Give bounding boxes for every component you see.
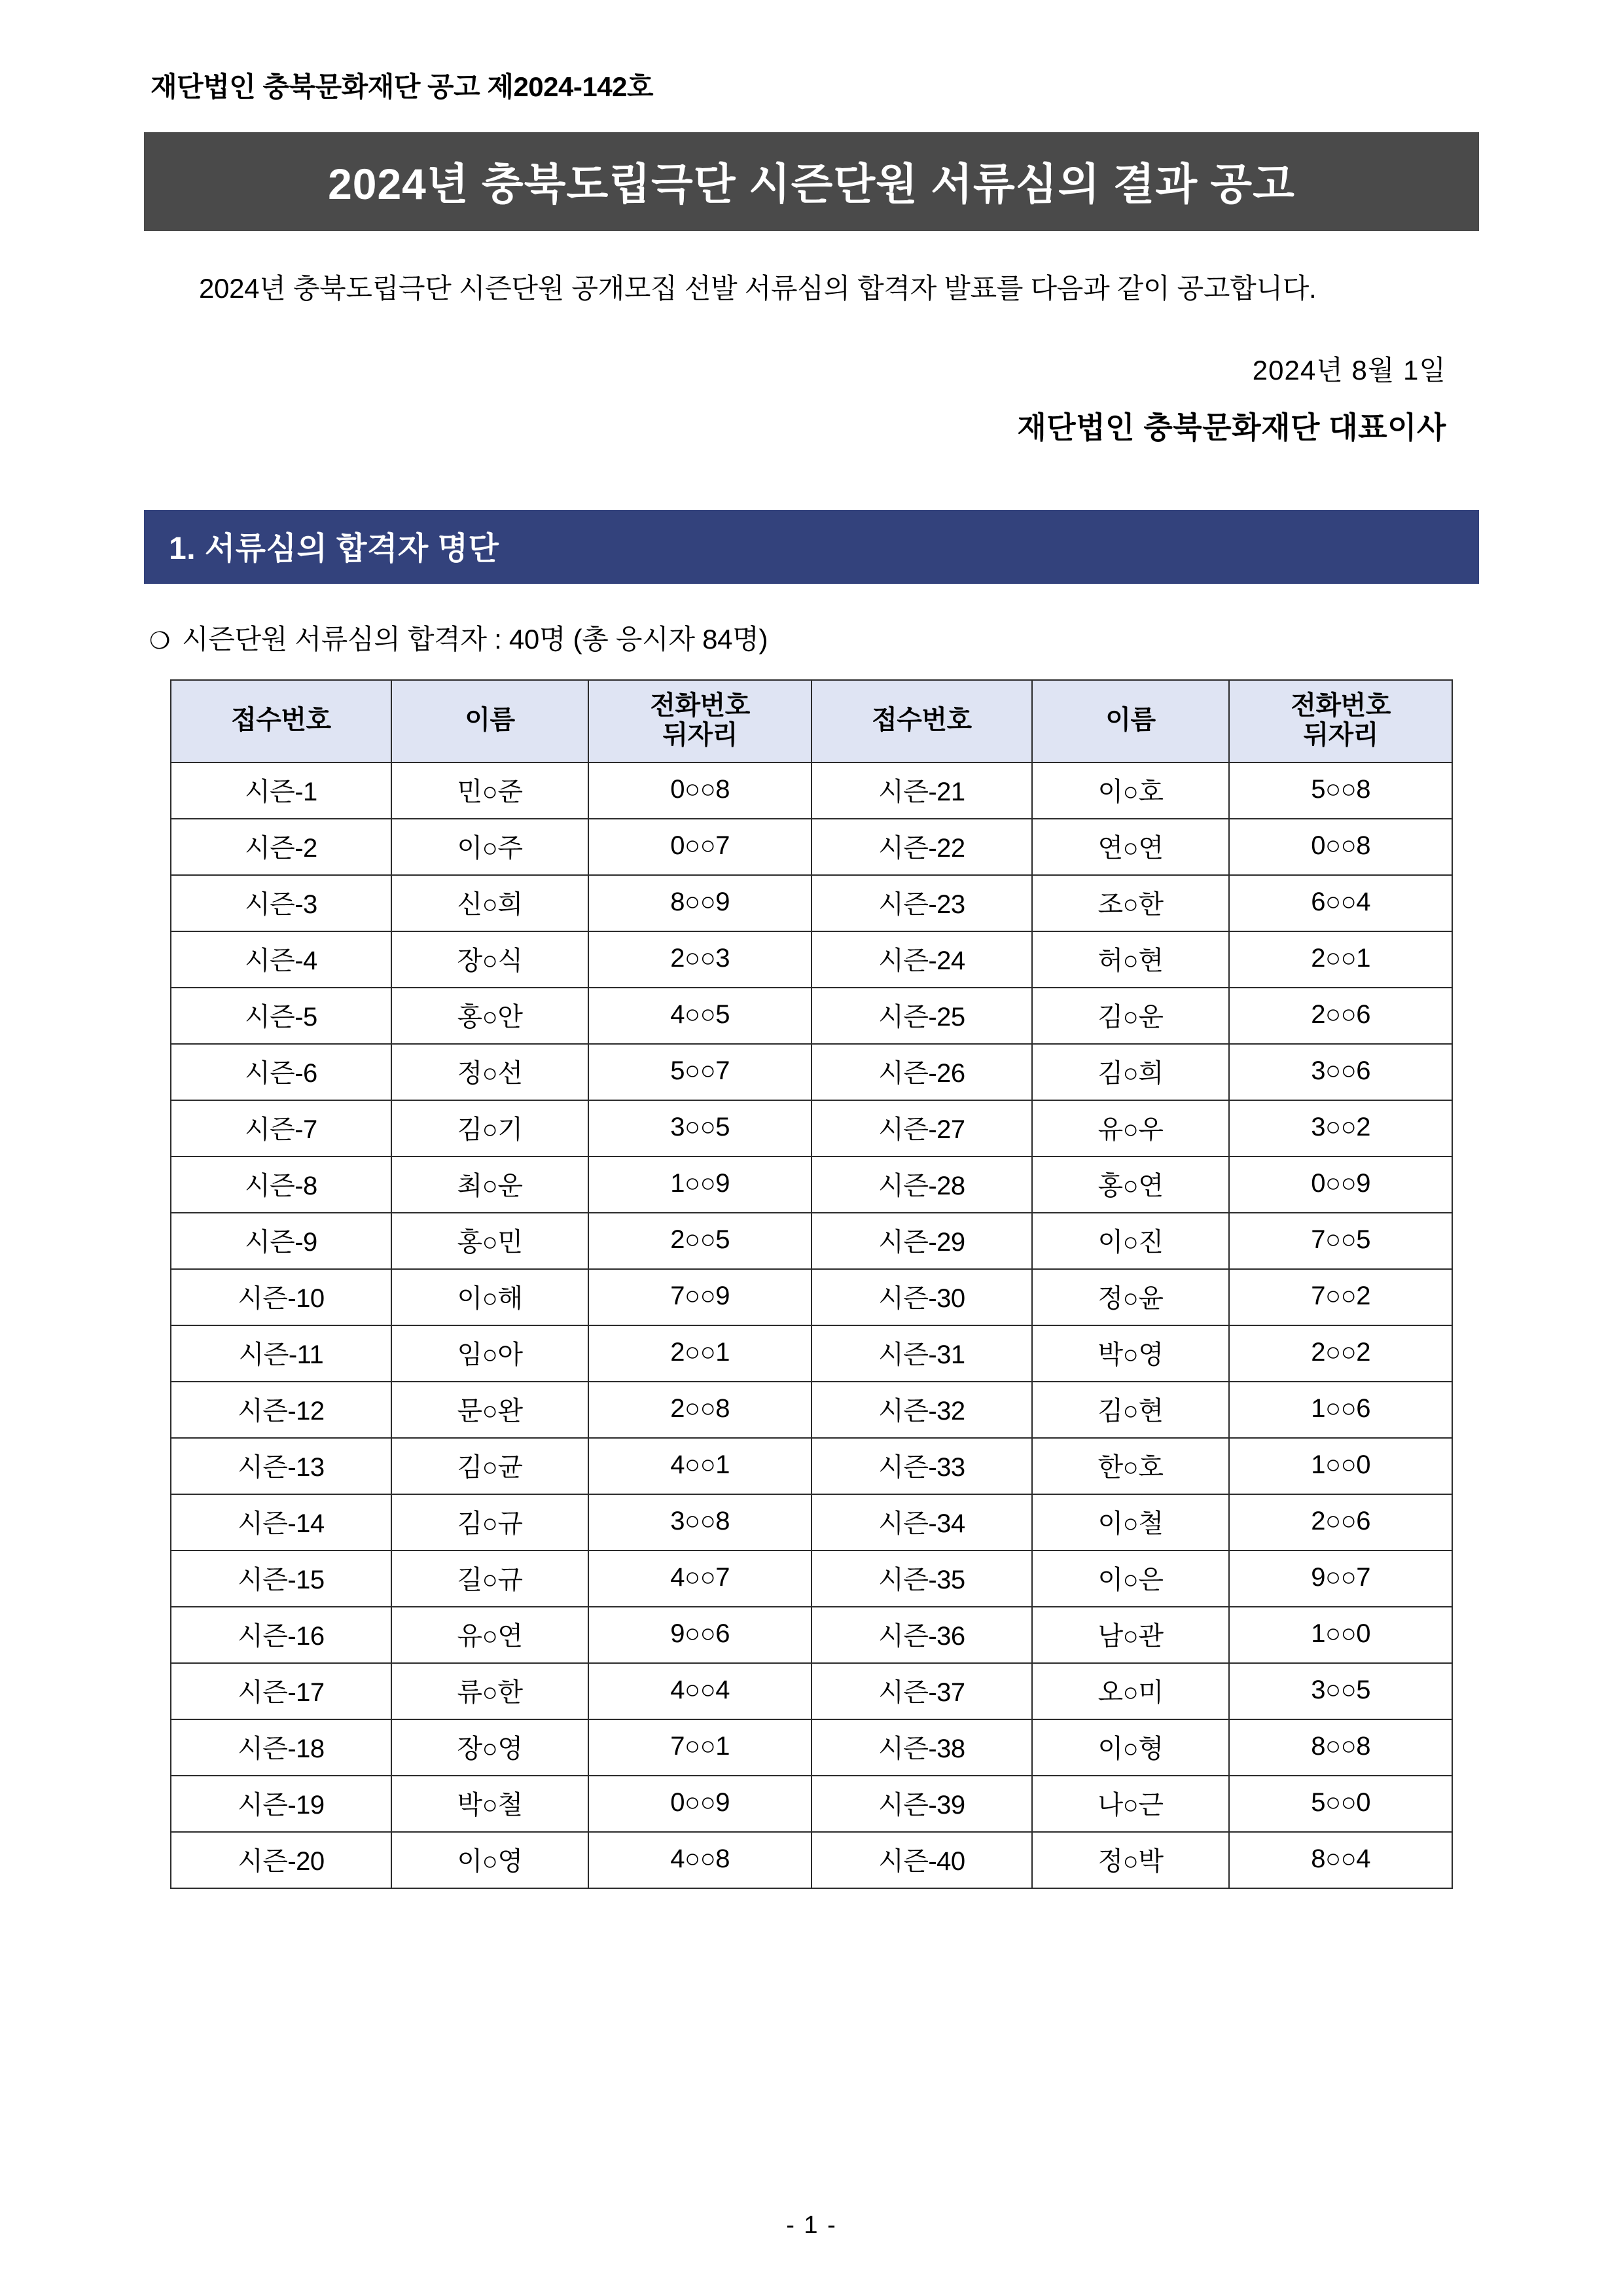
cell-phone-right: 5○○8	[1229, 762, 1452, 819]
cell-name-right: 연○연	[1032, 819, 1230, 875]
cell-phone-left: 4○○4	[588, 1663, 812, 1719]
cell-receipt-no-left: 시즌-10	[171, 1269, 391, 1325]
cell-receipt-no-left: 시즌-7	[171, 1100, 391, 1157]
cell-name-left: 홍○민	[391, 1213, 589, 1269]
cell-receipt-no-right: 시즌-31	[812, 1325, 1032, 1382]
cell-phone-left: 3○○8	[588, 1494, 812, 1551]
cell-name-right: 이○형	[1032, 1719, 1230, 1776]
cell-name-left: 이○해	[391, 1269, 589, 1325]
cell-receipt-no-right: 시즌-27	[812, 1100, 1032, 1157]
cell-phone-left: 7○○1	[588, 1719, 812, 1776]
table-row	[171, 875, 1452, 931]
cell-phone-right: 0○○9	[1229, 1157, 1452, 1213]
table-row	[171, 1494, 1452, 1551]
cell-phone-left: 4○○8	[588, 1832, 812, 1888]
column-header-phone-right	[1229, 680, 1452, 762]
cell-receipt-no-left: 시즌-13	[171, 1438, 391, 1494]
cell-phone-right: 7○○2	[1229, 1269, 1452, 1325]
cell-phone-right: 1○○0	[1229, 1607, 1452, 1663]
cell-receipt-no-left: 시즌-4	[171, 931, 391, 988]
cell-name-right: 박○영	[1032, 1325, 1230, 1382]
cell-phone-left: 8○○9	[588, 875, 812, 931]
table-row	[171, 1438, 1452, 1494]
cell-name-right: 정○박	[1032, 1832, 1230, 1888]
table-header	[171, 680, 1452, 762]
cell-phone-left: 4○○7	[588, 1551, 812, 1607]
cell-name-left: 김○균	[391, 1438, 589, 1494]
table-row	[171, 1325, 1452, 1382]
cell-phone-right: 8○○4	[1229, 1832, 1452, 1888]
cell-name-right: 김○희	[1032, 1044, 1230, 1100]
cell-receipt-no-right: 시즌-33	[812, 1438, 1032, 1494]
cell-name-right: 한○호	[1032, 1438, 1230, 1494]
cell-phone-left: 4○○1	[588, 1438, 812, 1494]
summary-text: 시즌단원 서류심의 합격자 : 40명 (총 응시자 84명)	[181, 624, 768, 655]
table-row	[171, 762, 1452, 819]
table-row	[171, 819, 1452, 875]
cell-receipt-no-right: 시즌-39	[812, 1776, 1032, 1832]
cell-receipt-no-left: 시즌-6	[171, 1044, 391, 1100]
cell-phone-left: 1○○9	[588, 1157, 812, 1213]
cell-receipt-no-left: 시즌-20	[171, 1832, 391, 1888]
cell-receipt-no-right: 시즌-30	[812, 1269, 1032, 1325]
column-header-phone-left-line2: 뒤자리	[662, 720, 738, 749]
cell-receipt-no-right: 시즌-25	[812, 988, 1032, 1044]
cell-phone-right: 7○○5	[1229, 1213, 1452, 1269]
cell-name-left: 이○영	[391, 1832, 589, 1888]
cell-phone-left: 2○○3	[588, 931, 812, 988]
cell-name-right: 남○관	[1032, 1607, 1230, 1663]
cell-receipt-no-right: 시즌-36	[812, 1607, 1032, 1663]
cell-name-left: 유○연	[391, 1607, 589, 1663]
cell-phone-right: 3○○2	[1229, 1100, 1452, 1157]
table-row	[171, 1776, 1452, 1832]
cell-name-left: 류○한	[391, 1663, 589, 1719]
cell-receipt-no-left: 시즌-11	[171, 1325, 391, 1382]
cell-name-right: 이○철	[1032, 1494, 1230, 1551]
cell-receipt-no-left: 시즌-14	[171, 1494, 391, 1551]
cell-name-left: 정○선	[391, 1044, 589, 1100]
cell-receipt-no-right: 시즌-22	[812, 819, 1032, 875]
cell-receipt-no-left: 시즌-2	[171, 819, 391, 875]
cell-receipt-no-left: 시즌-5	[171, 988, 391, 1044]
cell-name-left: 신○희	[391, 875, 589, 931]
cell-phone-left: 0○○7	[588, 819, 812, 875]
table-row	[171, 1719, 1452, 1776]
column-header-receipt-no-right: 접수번호	[812, 680, 1032, 762]
cell-phone-left: 4○○5	[588, 988, 812, 1044]
cell-receipt-no-right: 시즌-32	[812, 1382, 1032, 1438]
cell-name-right: 김○현	[1032, 1382, 1230, 1438]
column-header-phone-left	[588, 680, 812, 762]
column-header-phone-right-line1: 전화번호	[1291, 691, 1391, 721]
cell-name-right: 정○윤	[1032, 1269, 1230, 1325]
cell-name-right: 오○미	[1032, 1663, 1230, 1719]
table-row	[171, 1213, 1452, 1269]
cell-phone-right: 6○○4	[1229, 875, 1452, 931]
cell-name-left: 최○운	[391, 1157, 589, 1213]
cell-name-right: 허○현	[1032, 931, 1230, 988]
cell-receipt-no-right: 시즌-37	[812, 1663, 1032, 1719]
cell-phone-left: 2○○1	[588, 1325, 812, 1382]
cell-receipt-no-left: 시즌-9	[171, 1213, 391, 1269]
cell-phone-right: 2○○1	[1229, 931, 1452, 988]
cell-phone-left: 9○○6	[588, 1607, 812, 1663]
bullet-icon: ❍	[149, 627, 170, 655]
cell-phone-left: 5○○7	[588, 1044, 812, 1100]
cell-phone-right: 8○○8	[1229, 1719, 1452, 1776]
announcement-date: 2024년 8월 1일	[1252, 355, 1446, 386]
cell-name-left: 홍○안	[391, 988, 589, 1044]
passers-table	[170, 679, 1453, 1889]
table-row	[171, 1832, 1452, 1888]
issuing-organization: 재단법인 충북문화재단 대표이사	[1017, 410, 1446, 445]
document-number: 재단법인 충북문화재단 공고 제2024-142호	[151, 71, 654, 102]
cell-receipt-no-left: 시즌-15	[171, 1551, 391, 1607]
table-row	[171, 988, 1452, 1044]
cell-name-left: 박○철	[391, 1776, 589, 1832]
column-header-phone-right-line2: 뒤자리	[1303, 720, 1378, 749]
column-header-receipt-no-left: 접수번호	[171, 680, 391, 762]
cell-name-left: 이○주	[391, 819, 589, 875]
cell-receipt-no-left: 시즌-8	[171, 1157, 391, 1213]
cell-phone-right: 9○○7	[1229, 1551, 1452, 1607]
cell-receipt-no-right: 시즌-21	[812, 762, 1032, 819]
cell-receipt-no-left: 시즌-12	[171, 1382, 391, 1438]
cell-name-right: 이○은	[1032, 1551, 1230, 1607]
cell-receipt-no-right: 시즌-23	[812, 875, 1032, 931]
table-body	[171, 762, 1452, 1888]
cell-receipt-no-right: 시즌-38	[812, 1719, 1032, 1776]
table-row	[171, 1663, 1452, 1719]
summary-line	[149, 618, 1486, 657]
cell-name-left: 문○완	[391, 1382, 589, 1438]
cell-phone-right: 5○○0	[1229, 1776, 1452, 1832]
cell-phone-right: 1○○6	[1229, 1382, 1452, 1438]
column-header-name-right: 이름	[1032, 680, 1230, 762]
cell-receipt-no-left: 시즌-17	[171, 1663, 391, 1719]
cell-receipt-no-right: 시즌-24	[812, 931, 1032, 988]
table-row	[171, 1382, 1452, 1438]
cell-name-right: 이○호	[1032, 762, 1230, 819]
table-row	[171, 1100, 1452, 1157]
cell-phone-right: 3○○6	[1229, 1044, 1452, 1100]
cell-phone-left: 0○○8	[588, 762, 812, 819]
cell-receipt-no-left: 시즌-16	[171, 1607, 391, 1663]
cell-name-right: 유○우	[1032, 1100, 1230, 1157]
cell-name-left: 장○영	[391, 1719, 589, 1776]
column-header-name-left: 이름	[391, 680, 589, 762]
cell-phone-left: 3○○5	[588, 1100, 812, 1157]
cell-phone-right: 2○○6	[1229, 988, 1452, 1044]
cell-receipt-no-left: 시즌-18	[171, 1719, 391, 1776]
table-row	[171, 1607, 1452, 1663]
table-header-row	[171, 680, 1452, 762]
cell-receipt-no-left: 시즌-19	[171, 1776, 391, 1832]
cell-name-right: 조○한	[1032, 875, 1230, 931]
cell-receipt-no-left: 시즌-1	[171, 762, 391, 819]
table-row	[171, 1157, 1452, 1213]
table-row	[171, 931, 1452, 988]
cell-receipt-no-right: 시즌-40	[812, 1832, 1032, 1888]
column-header-phone-left-line1: 전화번호	[650, 691, 750, 721]
cell-receipt-no-right: 시즌-34	[812, 1494, 1032, 1551]
cell-phone-right: 1○○0	[1229, 1438, 1452, 1494]
cell-receipt-no-right: 시즌-35	[812, 1551, 1032, 1607]
cell-name-left: 김○규	[391, 1494, 589, 1551]
cell-receipt-no-right: 시즌-28	[812, 1157, 1032, 1213]
table-row	[171, 1044, 1452, 1100]
document-title: 2024년 충북도립극단 시즌단원 서류심의 결과 공고	[144, 132, 1479, 231]
cell-phone-right: 2○○2	[1229, 1325, 1452, 1382]
cell-name-left: 길○규	[391, 1551, 589, 1607]
page-number: - 1 -	[786, 2212, 837, 2239]
cell-name-right: 이○진	[1032, 1213, 1230, 1269]
cell-phone-right: 2○○6	[1229, 1494, 1452, 1551]
section-heading-passers-list: 1. 서류심의 합격자 명단	[144, 510, 1479, 584]
cell-name-right: 김○운	[1032, 988, 1230, 1044]
cell-phone-left: 2○○5	[588, 1213, 812, 1269]
cell-name-left: 김○기	[391, 1100, 589, 1157]
cell-name-right: 나○근	[1032, 1776, 1230, 1832]
table-row	[171, 1551, 1452, 1607]
cell-receipt-no-right: 시즌-29	[812, 1213, 1032, 1269]
cell-phone-left: 0○○9	[588, 1776, 812, 1832]
cell-phone-left: 7○○9	[588, 1269, 812, 1325]
cell-phone-right: 3○○5	[1229, 1663, 1452, 1719]
cell-name-left: 민○준	[391, 762, 589, 819]
cell-receipt-no-right: 시즌-26	[812, 1044, 1032, 1100]
table-row	[171, 1269, 1452, 1325]
cell-name-right: 홍○연	[1032, 1157, 1230, 1213]
cell-phone-right: 0○○8	[1229, 819, 1452, 875]
cell-name-left: 임○아	[391, 1325, 589, 1382]
cell-receipt-no-left: 시즌-3	[171, 875, 391, 931]
cell-phone-left: 2○○8	[588, 1382, 812, 1438]
cell-name-left: 장○식	[391, 931, 589, 988]
intro-paragraph: 2024년 충북도립극단 시즌단원 공개모집 선발 서류심의 합격자 발표를 다음과 같이 공고합니다.	[199, 273, 1317, 304]
